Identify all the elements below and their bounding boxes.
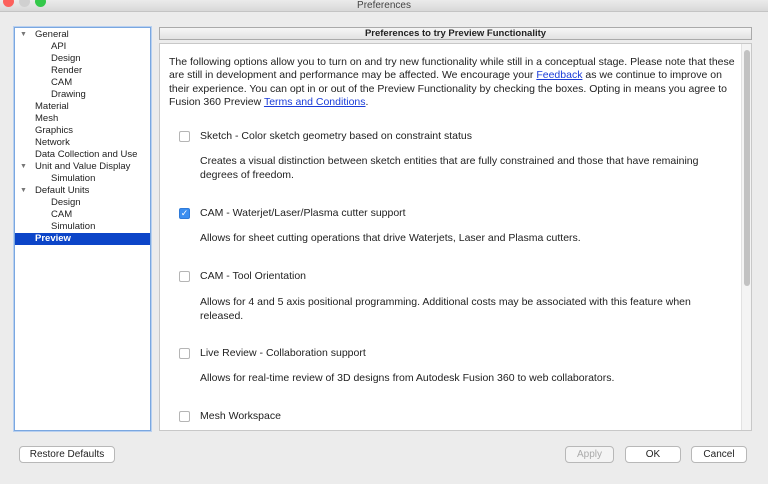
sidebar-item-label: Material [35, 101, 69, 112]
sidebar-item-label: Data Collection and Use [35, 149, 138, 160]
sidebar-item[interactable] [15, 173, 150, 185]
option-label: CAM - Tool Orientation [200, 270, 307, 282]
sidebar-item-label: Render [51, 65, 83, 76]
option-checkbox[interactable] [179, 411, 190, 422]
option-description: Allows for sheet cutting operations that drive Waterjets, Laser and Plasma cutters. [200, 232, 581, 244]
minimize-window-button[interactable] [19, 0, 30, 7]
disclosure-triangle-icon[interactable]: ▼ [20, 31, 27, 38]
sidebar-item[interactable] [15, 89, 150, 101]
intro-part: The following options allow you to turn on and try new functionality while still in a conceptual stage. Please note that these are still in development and performance may be affected. We encourage your [169, 56, 735, 82]
sidebar-item-label: Unit and Value Display [35, 161, 131, 172]
sidebar-item-label: Design [51, 197, 81, 208]
zoom-window-button[interactable] [35, 0, 46, 7]
sidebar-item-label: General [35, 29, 69, 40]
intro-text [169, 56, 739, 109]
intro-part: . [365, 95, 369, 108]
restore-defaults-button[interactable]: Restore Defaults [19, 446, 115, 463]
sidebar-item[interactable] [15, 149, 150, 161]
section-header: Preferences to try Preview Functionality [159, 27, 752, 40]
feedback-link[interactable]: Feedback [536, 69, 583, 82]
option-checkbox[interactable]: ✓ [180, 208, 189, 218]
option-label: Live Review - Collaboration support [200, 347, 366, 359]
option-checkbox[interactable] [179, 271, 190, 282]
cancel-button[interactable]: Cancel [691, 446, 747, 463]
sidebar-item[interactable] [15, 125, 150, 137]
disclosure-triangle-icon[interactable]: ▼ [20, 187, 27, 194]
sidebar-item-label: Network [35, 137, 70, 148]
sidebar-item-label: Design [51, 53, 81, 64]
sidebar-item[interactable] [15, 41, 150, 53]
sidebar-item-label: Graphics [35, 125, 74, 136]
option-description: Allows for real-time review of 3D designs from Autodesk Fusion 360 to web collaborators. [200, 372, 615, 384]
sidebar-item[interactable] [15, 113, 150, 125]
sidebar-item[interactable] [15, 185, 150, 197]
sidebar-item[interactable] [15, 77, 150, 89]
sidebar-item-label: CAM [51, 77, 73, 88]
scrollbar-thumb[interactable] [744, 50, 750, 286]
intro-part: as we continue to improve on their experience. You can opt in or out of the Preview Functionality by checking the boxes. Opting in means you agree to Fusion 360 Preview [169, 69, 728, 108]
option-checkbox[interactable] [179, 131, 190, 142]
preview-content-panel [159, 43, 752, 431]
sidebar-item[interactable] [15, 161, 150, 173]
sidebar-item-label: Drawing [51, 89, 86, 100]
option-description: Creates a visual distinction between sketch entities that are fully constrained and those that have remaining degrees of freedom. [200, 155, 699, 181]
close-window-button[interactable] [3, 0, 14, 7]
sidebar-item-label: API [51, 41, 67, 52]
sidebar-item[interactable] [15, 65, 150, 77]
sidebar-item[interactable] [15, 137, 150, 149]
option-label: Mesh Workspace [200, 410, 281, 422]
option-description: Allows for 4 and 5 axis positional programming. Additional costs may be associated with this feature when released. [200, 296, 691, 322]
preferences-tree [14, 27, 151, 431]
sidebar-item[interactable] [15, 197, 150, 209]
sidebar-item-label: Mesh [35, 113, 59, 124]
sidebar-item[interactable] [15, 209, 150, 221]
apply-button[interactable]: Apply [565, 446, 614, 463]
option-label: Sketch - Color sketch geometry based on constraint status [200, 130, 472, 142]
option-checkbox[interactable] [179, 348, 190, 359]
ok-button[interactable]: OK [625, 446, 681, 463]
sidebar-item[interactable] [15, 101, 150, 113]
sidebar-item[interactable] [15, 53, 150, 65]
scrollbar[interactable] [741, 44, 751, 430]
option-label: CAM - Waterjet/Laser/Plasma cutter support [200, 207, 406, 219]
sidebar-item-label: Simulation [51, 173, 96, 184]
title-bar [0, 0, 768, 12]
sidebar-item-label: Default Units [35, 185, 90, 196]
sidebar-item[interactable] [15, 221, 150, 233]
terms-link[interactable]: Terms and Conditions [263, 95, 366, 108]
sidebar-item-label: Simulation [51, 221, 96, 232]
sidebar-item-label: CAM [51, 209, 73, 220]
window-title: Preferences [357, 0, 411, 11]
sidebar-item-label: Preview [35, 233, 71, 244]
sidebar-item[interactable] [15, 29, 150, 41]
disclosure-triangle-icon[interactable]: ▼ [20, 163, 27, 170]
sidebar-item[interactable] [15, 233, 150, 245]
